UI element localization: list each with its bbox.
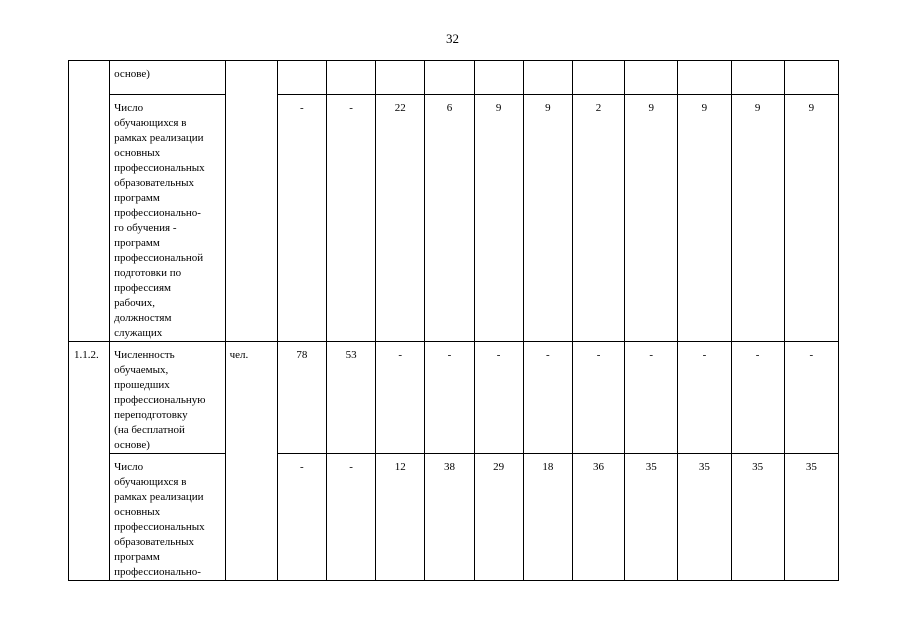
value-cell: - <box>326 454 375 581</box>
description-line: обучающихся в <box>114 476 187 488</box>
row-number: 1.1.2. <box>74 349 99 361</box>
value-cell: 6 <box>425 95 474 342</box>
description-line: (на бесплатной <box>114 424 185 436</box>
value-cell: 9 <box>474 95 523 342</box>
value-cell: 18 <box>523 454 572 581</box>
description-line: рабочих, <box>114 297 156 309</box>
description-line: Число <box>114 102 144 114</box>
description-line: подготовки по <box>114 267 182 279</box>
value-cell <box>474 61 523 95</box>
row-description <box>110 454 225 581</box>
value-cell: - <box>425 342 474 454</box>
value-cell <box>678 61 731 95</box>
value-cell: - <box>326 95 375 342</box>
value-cell: - <box>625 342 678 454</box>
value-cell <box>326 61 375 95</box>
description-line: основных <box>114 506 161 518</box>
unit-cell <box>225 61 277 342</box>
page-number: 32 <box>446 31 459 46</box>
description-line: основе) <box>114 439 150 451</box>
table-row <box>69 95 839 342</box>
value-cell: - <box>376 342 425 454</box>
value-cell: 36 <box>572 454 624 581</box>
value-cell: 2 <box>572 95 624 342</box>
value-cell: 9 <box>523 95 572 342</box>
value-cell: - <box>678 342 731 454</box>
value-cell: 38 <box>425 454 474 581</box>
description-line: го обучения - <box>114 222 177 234</box>
description-line: программ <box>114 551 160 563</box>
value-cell: - <box>523 342 572 454</box>
value-cell: 9 <box>784 95 838 342</box>
description-line: должностям <box>114 312 172 324</box>
value-cell: 53 <box>326 342 375 454</box>
table-row <box>69 61 839 95</box>
description-line: переподготовку <box>114 409 188 421</box>
description-line: служащих <box>114 327 163 339</box>
description-line: рамках реализации <box>114 132 204 144</box>
description-line: обучаемых, <box>114 364 169 376</box>
description-line: профессиональную <box>114 394 206 406</box>
value-cell: 9 <box>731 95 784 342</box>
description-line: профессиональной <box>114 252 204 264</box>
description-line: профессиональных <box>114 162 205 174</box>
description-line: обучающихся в <box>114 117 187 129</box>
table-row <box>69 342 839 454</box>
value-cell: 9 <box>625 95 678 342</box>
description-line: Число <box>114 461 144 473</box>
description-line: основе) <box>114 68 150 80</box>
unit-label: чел. <box>229 349 249 361</box>
description-line: прошедших <box>114 379 170 391</box>
description-line: рамках реализации <box>114 491 204 503</box>
value-cell <box>425 61 474 95</box>
description-line: профессиональных <box>114 521 205 533</box>
description-line: образовательных <box>114 536 195 548</box>
value-cell: 78 <box>277 342 326 454</box>
value-cell: 35 <box>625 454 678 581</box>
value-cell: - <box>572 342 624 454</box>
value-cell: - <box>277 95 326 342</box>
description-line: профессиям <box>114 282 171 294</box>
description-line: профессионально- <box>114 566 201 578</box>
row-description <box>110 95 225 342</box>
value-cell <box>572 61 624 95</box>
value-cell <box>731 61 784 95</box>
value-cell <box>376 61 425 95</box>
value-cell: 22 <box>376 95 425 342</box>
row-description <box>110 61 225 95</box>
value-cell <box>784 61 838 95</box>
value-cell: - <box>277 454 326 581</box>
value-cell: 29 <box>474 454 523 581</box>
description-line: профессионально- <box>114 207 201 219</box>
value-cell: - <box>474 342 523 454</box>
data-table <box>68 60 839 581</box>
value-cell: - <box>784 342 838 454</box>
description-line: образовательных <box>114 177 195 189</box>
description-line: основных <box>114 147 161 159</box>
value-cell: 35 <box>731 454 784 581</box>
value-cell: 35 <box>784 454 838 581</box>
value-cell: 35 <box>678 454 731 581</box>
value-cell <box>277 61 326 95</box>
row-description <box>110 342 225 454</box>
table-row <box>69 454 839 581</box>
unit-cell <box>225 342 277 581</box>
description-line: программ <box>114 237 160 249</box>
description-line: программ <box>114 192 160 204</box>
value-cell: 12 <box>376 454 425 581</box>
description-line: Численность <box>114 349 175 361</box>
value-cell: - <box>731 342 784 454</box>
value-cell: 9 <box>678 95 731 342</box>
row-number-cell <box>69 342 110 581</box>
value-cell <box>625 61 678 95</box>
row-number-cell <box>69 61 110 342</box>
value-cell <box>523 61 572 95</box>
